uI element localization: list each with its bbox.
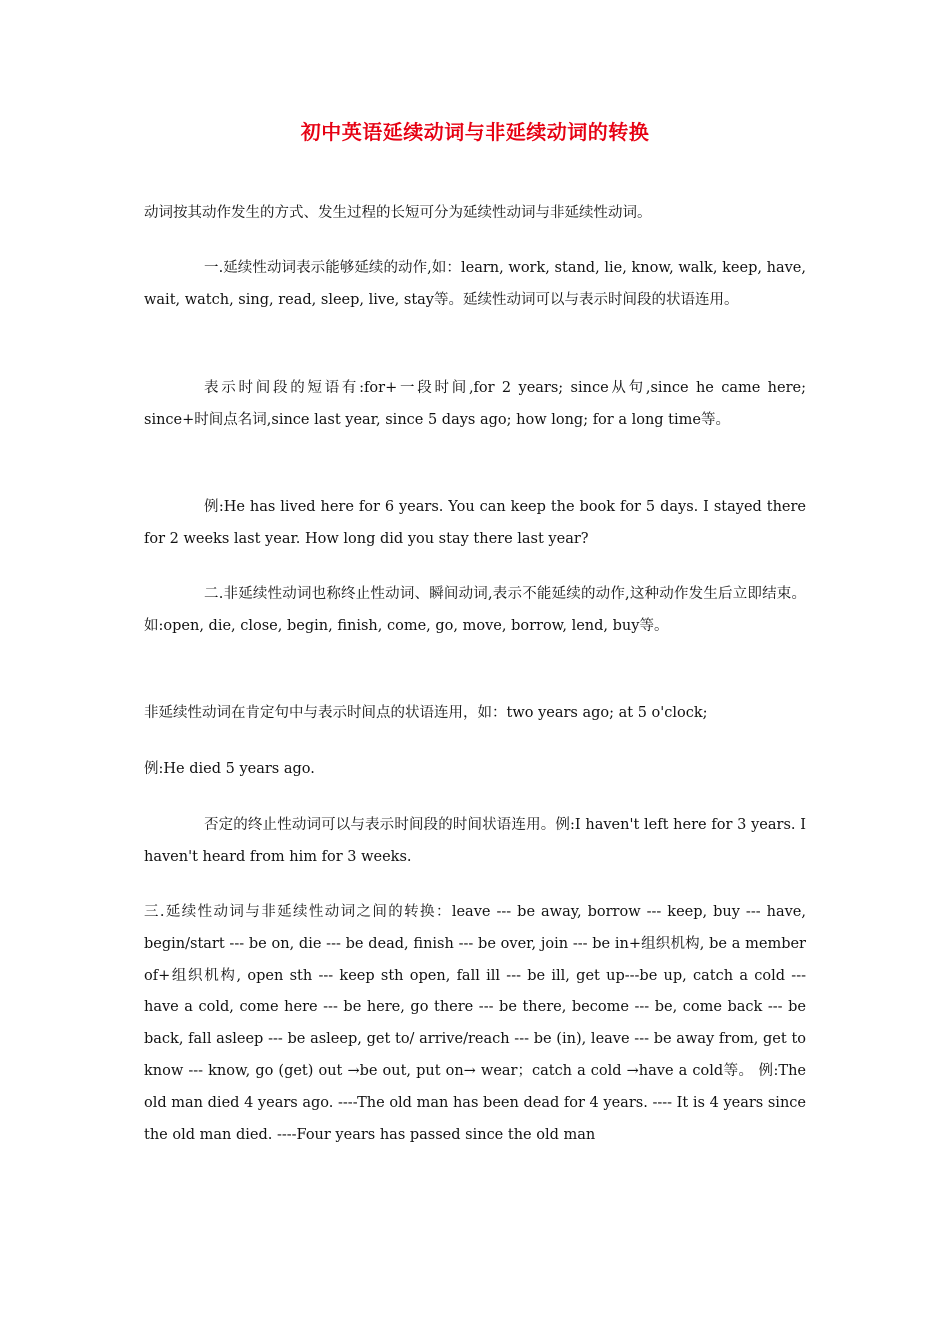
paragraph-section-one: 一.延续性动词表示能够延续的动作,如：learn, work, stand, lie, know, walk, keep, have, wait, watch, sing, read, sleep, live, stay等。延续性动词可以与表示时间段的状语连用。 (144, 260, 806, 308)
paragraph-example-died: 例:He died 5 years ago. (144, 761, 315, 777)
paragraph-section-three: 三.延续性动词与非延续性动词之间的转换：leave --- be away, borrow --- keep, buy --- have, begin/start --- be on, die --- be dead, finish --- be over, join --- be in+组织机构, be a member of+组织机构, open sth --- keep sth open, fall ill --- be ill, get up---be up, catch a cold --- have a cold, come here --- be here, go there --- be there, become --- be, come back --- be back, fall asleep --- be asleep, get to/ arrive/reach --- be (in), leave --- be away from, get to know --- know, go (get) out →be out, put on→ wear；catch a cold →have a cold等。 例:The old man died 4 years ago. ----The old man has been dead for 4 years. ---- It is 4 years since the old man died. ----Four years has passed since the old man (144, 904, 806, 1143)
paragraph-time-phrases: 表示时间段的短语有:for+一段时间,for 2 years; since从句,since he came here; since+时间点名词,since last year, since 5 days ago; how long; for a long time等。 (144, 380, 806, 428)
section-three-container (144, 897, 806, 1217)
paragraph-point-time: 非延续性动词在肯定句中与表示时间点的状语连用，如：two years ago; at 5 o'clock; (144, 705, 708, 721)
paragraph-negative: 否定的终止性动词可以与表示时间段的时间状语连用。例:I haven't left here for 3 years. I haven't heard from him for 3 weeks. (144, 817, 806, 865)
document-title: 初中英语延续动词与非延续动词的转换 (300, 120, 650, 144)
paragraph-intro: 动词按其动作发生的方式、发生过程的长短可分为延续性动词与非延续性动词。 (144, 205, 652, 221)
paragraph-examples-one: 例:He has lived here for 6 years. You can keep the book for 5 days. I stayed there for 2 weeks last year. How long did you stay there last year? (144, 499, 806, 547)
paragraph-section-two: 二.非延续性动词也称终止性动词、瞬间动词,表示不能延续的动作,这种动作发生后立即结束。 如:open, die, close, begin, finish, come, go, move, borrow, lend, buy等。 (144, 586, 806, 634)
